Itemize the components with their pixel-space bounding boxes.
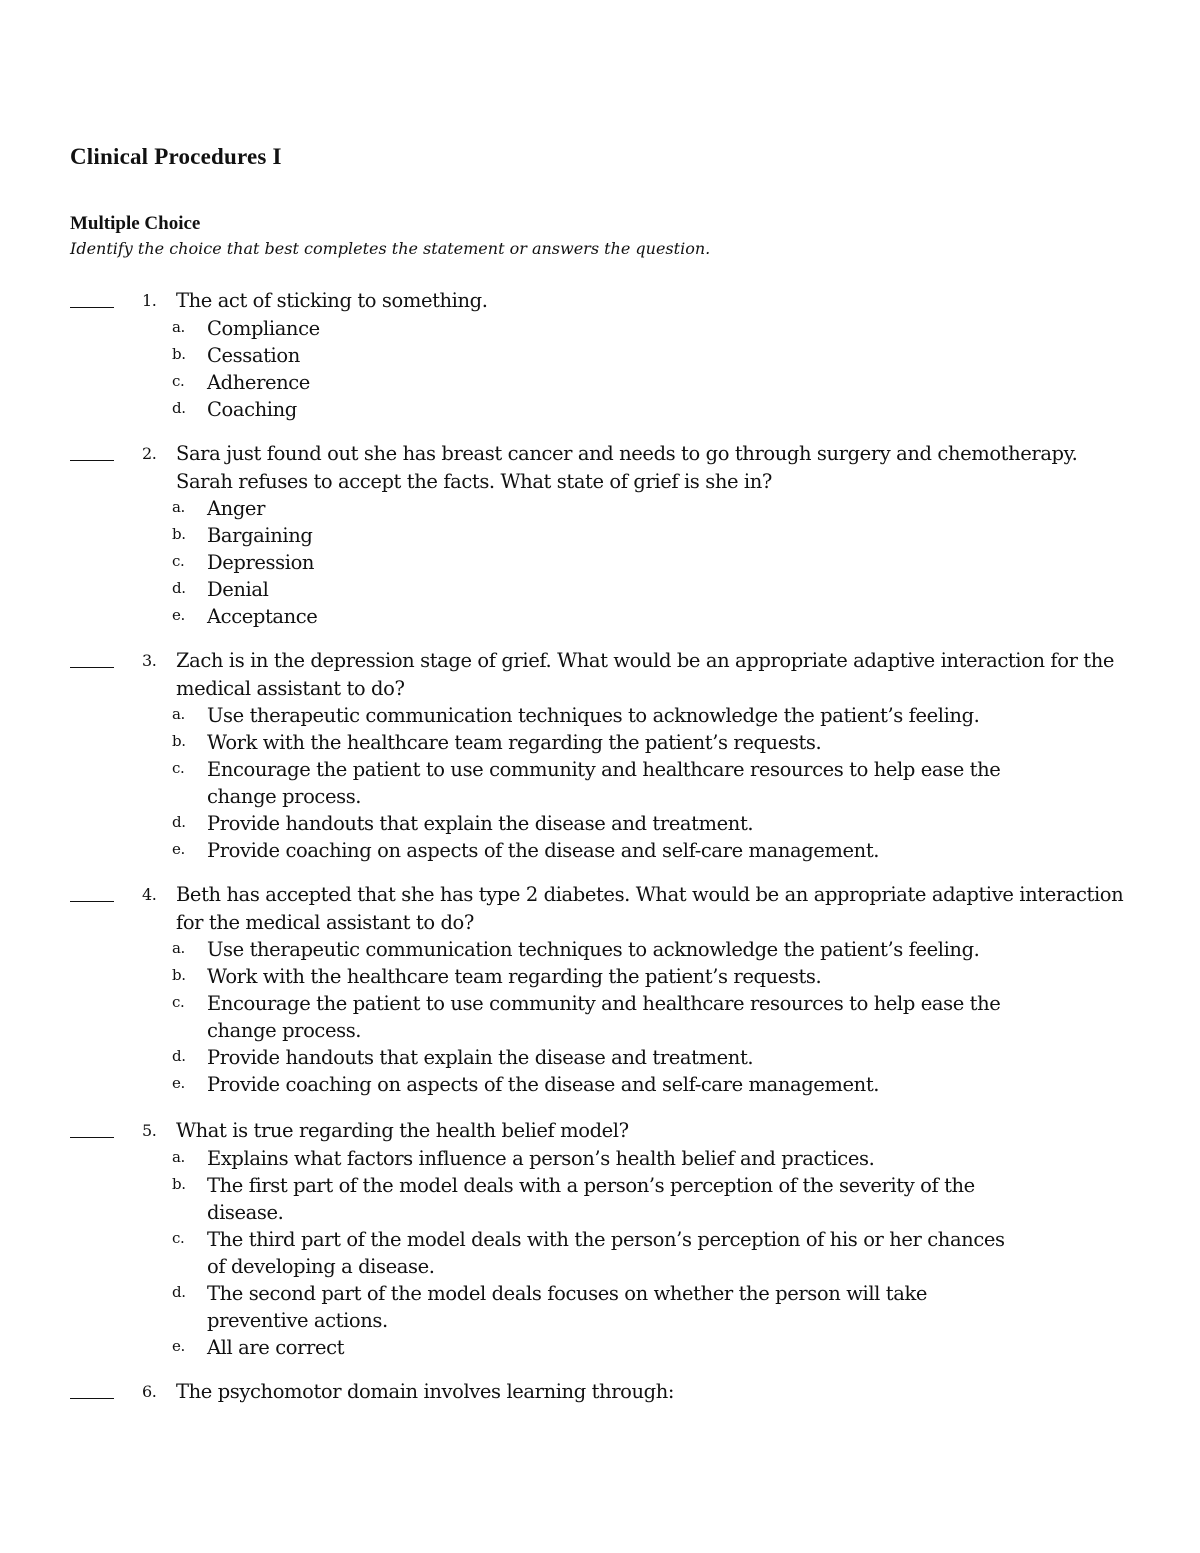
choice-letter: c. <box>172 552 185 570</box>
choice-text: Use therapeutic communication techniques to acknowledge the patient’s feeling. <box>207 704 980 727</box>
question-number: 3. <box>142 651 157 670</box>
choice-text: Cessation <box>207 343 300 367</box>
choice-text: Compliance <box>207 316 320 340</box>
section-heading: Multiple Choice <box>70 213 201 234</box>
answer-blank[interactable] <box>70 307 114 308</box>
choice-e <box>70 837 1150 864</box>
choice-text: Provide handouts that explain the disease and treatment. <box>207 812 754 835</box>
choice-text: The first part of the model deals with a person’s perception of the severity of the disease. <box>207 1173 975 1224</box>
choice-text: Work with the healthcare team regarding the patient’s requests. <box>207 731 822 754</box>
choice-e <box>70 1071 1150 1098</box>
choice-a <box>70 1145 1150 1172</box>
choice-c <box>70 1226 1150 1280</box>
choice-b <box>70 963 1150 990</box>
answer-blank[interactable] <box>70 1137 114 1138</box>
choice-list <box>70 702 1150 864</box>
choice-a <box>70 315 1150 342</box>
question-text: The act of sticking to something. <box>176 289 488 312</box>
choice-letter: a. <box>172 939 185 957</box>
choice-text: Encourage the patient to use community and healthcare resources to help ease the change process. <box>207 758 1001 808</box>
choice-letter: d. <box>172 579 186 597</box>
question-4 <box>70 881 1150 1098</box>
choice-b <box>70 522 1150 549</box>
choice-text: Provide coaching on aspects of the disease and self-care management. <box>207 1073 880 1096</box>
choice-letter: c. <box>172 993 185 1011</box>
choice-letter: e. <box>172 606 185 624</box>
choice-letter: d. <box>172 813 186 831</box>
answer-blank[interactable] <box>70 901 114 902</box>
choice-text: Denial <box>207 578 269 601</box>
choice-list <box>70 1145 1150 1361</box>
choice-letter: c. <box>172 1228 185 1247</box>
choice-text: Provide handouts that explain the disease and treatment. <box>207 1046 754 1069</box>
choice-text: Encourage the patient to use community and healthcare resources to help ease the change process. <box>207 992 1001 1042</box>
choice-list <box>70 936 1150 1098</box>
question-stem <box>70 881 1150 936</box>
choice-letter: b. <box>172 966 186 984</box>
choice-b <box>70 1172 1150 1226</box>
choice-a <box>70 702 1150 729</box>
answer-blank[interactable] <box>70 1398 114 1399</box>
question-number: 1. <box>142 291 157 310</box>
question-2 <box>70 440 1150 630</box>
choice-letter: e. <box>172 840 185 858</box>
choice-letter: b. <box>172 344 186 363</box>
choice-a <box>70 936 1150 963</box>
choice-text: Work with the healthcare team regarding the patient’s requests. <box>207 965 822 988</box>
choice-d <box>70 396 1150 423</box>
choice-text: The second part of the model deals focuses on whether the person will take preventive actions. <box>207 1281 928 1332</box>
choice-text: Coaching <box>207 397 297 421</box>
question-stem <box>70 1378 1150 1406</box>
question-5 <box>70 1117 1150 1361</box>
choice-list <box>70 315 1150 423</box>
choice-text: All are correct <box>207 1335 345 1359</box>
choice-text: Provide coaching on aspects of the disease and self-care management. <box>207 839 880 862</box>
choice-text: Anger <box>207 497 265 520</box>
choice-letter: a. <box>172 498 185 516</box>
choice-a <box>70 495 1150 522</box>
choice-b <box>70 342 1150 369</box>
choice-letter: b. <box>172 732 186 750</box>
choice-b <box>70 729 1150 756</box>
choice-d <box>70 576 1150 603</box>
choice-letter: c. <box>172 759 185 777</box>
question-stem <box>70 287 1150 315</box>
choice-letter: d. <box>172 1047 186 1065</box>
choice-letter: b. <box>172 1174 186 1193</box>
choice-letter: e. <box>172 1074 185 1092</box>
choice-text: Bargaining <box>207 524 313 547</box>
question-text: The psychomotor domain involves learning through: <box>176 1380 675 1403</box>
question-stem <box>70 1117 1150 1145</box>
question-number: 6. <box>142 1382 157 1401</box>
choice-text: Acceptance <box>207 605 318 628</box>
choice-c <box>70 369 1150 396</box>
choice-list <box>70 495 1150 630</box>
choice-text: Depression <box>207 551 315 574</box>
question-number: 4. <box>142 885 157 904</box>
choice-text: The third part of the model deals with the person’s perception of his or her chances of developing a disease. <box>207 1227 1005 1278</box>
choice-d <box>70 1280 1150 1334</box>
choice-letter: a. <box>172 1147 185 1166</box>
question-1 <box>70 287 1150 423</box>
question-text: What is true regarding the health belief model? <box>176 1119 629 1142</box>
answer-blank[interactable] <box>70 460 114 461</box>
question-stem <box>70 440 1150 495</box>
question-number: 2. <box>142 444 157 463</box>
choice-c <box>70 549 1150 576</box>
choice-letter: d. <box>172 398 186 417</box>
choice-d <box>70 810 1150 837</box>
question-text: Beth has accepted that she has type 2 diabetes. What would be an appropriate adaptive interaction for the medical assistant to do? <box>176 883 1124 934</box>
document-title: Clinical Procedures I <box>70 144 282 169</box>
choice-letter: b. <box>172 525 186 543</box>
answer-blank[interactable] <box>70 667 114 668</box>
choice-text: Use therapeutic communication techniques to acknowledge the patient’s feeling. <box>207 938 980 961</box>
question-text: Zach is in the depression stage of grief. What would be an appropriate adaptive interaction for the medical assistant to do? <box>176 649 1115 700</box>
choice-d <box>70 1044 1150 1071</box>
choice-letter: e. <box>172 1336 185 1355</box>
choice-c <box>70 990 1150 1044</box>
choice-text: Explains what factors influence a person’s health belief and practices. <box>207 1146 875 1170</box>
choice-letter: c. <box>172 371 185 390</box>
section-instructions: Identify the choice that best completes the statement or answers the question. <box>70 239 711 258</box>
question-3 <box>70 647 1150 864</box>
choice-e <box>70 1334 1150 1361</box>
question-text: Sara just found out she has breast cancer and needs to go through surgery and chemotherapy. Sarah refuses to accept the facts. What state of grief is she in? <box>176 442 1078 493</box>
choice-letter: a. <box>172 705 185 723</box>
choice-letter: a. <box>172 317 185 336</box>
question-stem <box>70 647 1150 702</box>
choice-e <box>70 603 1150 630</box>
choice-letter: d. <box>172 1282 186 1301</box>
choice-c <box>70 756 1150 810</box>
choice-text: Adherence <box>207 370 310 394</box>
question-6 <box>70 1378 1150 1406</box>
question-number: 5. <box>142 1121 157 1140</box>
